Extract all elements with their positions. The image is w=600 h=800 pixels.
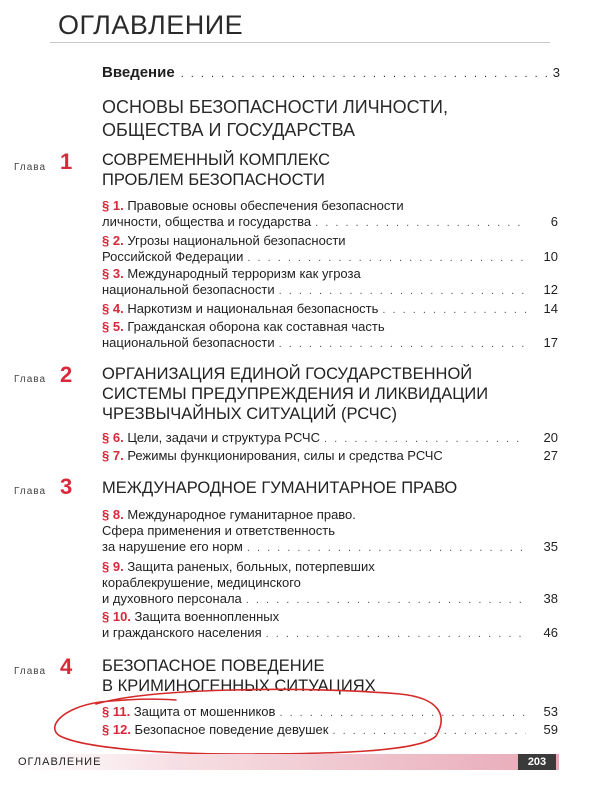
page-number: 10 <box>543 249 558 264</box>
section-number: § 1. <box>102 198 124 213</box>
section-title-line: Международное гуманитарное право. <box>127 507 356 522</box>
chapter-title-line: ОРГАНИЗАЦИЯ ЕДИНОЙ ГОСУДАРСТВЕННОЙ <box>102 365 473 383</box>
chapter-title-line: МЕЖДУНАРОДНОЕ ГУМАНИТАРНОЕ ПРАВО <box>102 479 458 497</box>
chapter-label: Глава <box>14 666 47 677</box>
chapter-title-line: ЧРЕЗВЫЧАЙНЫХ СИТУАЦИЙ (РСЧС) <box>102 405 398 423</box>
section-title-line: и духовного персонала <box>102 591 242 606</box>
page-number: 35 <box>543 539 558 554</box>
chapter-number: 1 <box>60 149 73 174</box>
page-number: 17 <box>543 335 558 350</box>
page-number: 3 <box>552 65 560 80</box>
section-number: § 8. <box>102 507 124 522</box>
chapter-title-line: СОВРЕМЕННЫЙ КОМПЛЕКС <box>102 151 331 169</box>
footer-section-label: ОГЛАВЛЕНИЕ <box>18 756 102 768</box>
section-title-line: Угрозы национальной безопасности <box>127 233 346 248</box>
section-title-line: национальной безопасности <box>102 282 275 297</box>
chapter-title-line: БЕЗОПАСНОЕ ПОВЕДЕНИЕ <box>102 657 325 675</box>
chapter-number: 3 <box>60 474 73 499</box>
page-number: 6 <box>550 214 558 229</box>
part-title-line: ОСНОВЫ БЕЗОПАСНОСТИ ЛИЧНОСТИ, <box>102 97 448 117</box>
section-title-line: Международный терроризм как угроза <box>127 266 361 281</box>
section-number: § 3. <box>102 266 124 281</box>
section-number: § 7. <box>102 448 124 463</box>
section-title-line: Защита от мошенников <box>133 704 276 719</box>
page-number: 20 <box>543 430 558 445</box>
page-number: 12 <box>543 282 558 297</box>
page-number: 53 <box>543 704 558 719</box>
section-title-line: Сфера применения и ответственность <box>102 523 335 538</box>
section-number: § 5. <box>102 319 124 334</box>
page-number: 27 <box>543 448 558 463</box>
chapter-title-line: ПРОБЛЕМ БЕЗОПАСНОСТИ <box>102 171 325 189</box>
entry-label: Введение <box>102 64 175 81</box>
section-title-line: кораблекрушение, медицинского <box>102 575 301 590</box>
chapter-label: Глава <box>14 486 47 497</box>
section-number: § 11. <box>102 704 131 719</box>
page-number: 38 <box>543 591 558 606</box>
section-title-line: Защита раненых, больных, потерпевших <box>127 559 375 574</box>
chapter-title-line: СИСТЕМЫ ПРЕДУПРЕЖДЕНИЯ И ЛИКВИДАЦИИ <box>102 385 489 403</box>
section-title-line: Правовые основы обеспечения безопасности <box>127 198 404 213</box>
section-title-line: Российской Федерации <box>102 249 244 264</box>
chapter-number: 2 <box>60 362 73 387</box>
chapter-label: Глава <box>14 162 47 173</box>
chapter-label: Глава <box>14 374 47 385</box>
section-number: § 4. <box>102 301 124 316</box>
section-number: § 2. <box>102 233 124 248</box>
section-title-line: и гражданского населения <box>102 625 262 640</box>
footer-page-number: 203 <box>518 754 556 770</box>
part-title-line: ОБЩЕСТВА И ГОСУДАРСТВА <box>102 120 356 140</box>
chapter-title-line: В КРИМИНОГЕННЫХ СИТУАЦИЯХ <box>102 677 376 695</box>
section-number: § 9. <box>102 559 124 574</box>
page-number: 14 <box>543 301 558 316</box>
section-number: § 6. <box>102 430 124 445</box>
section-title-line: Гражданская оборона как составная часть <box>127 319 385 334</box>
section-title-line: личности, общества и государства <box>102 214 312 229</box>
page-number: 46 <box>543 625 558 640</box>
section-number: § 10. <box>102 609 131 624</box>
section-title-line: Защита военнопленных <box>134 609 280 624</box>
section-title-line: Режимы функционирования, силы и средства РСЧС <box>127 448 443 463</box>
section-title-line: Безопасное поведение девушек <box>134 722 329 737</box>
section-title-line: Цели, задачи и структура РСЧС <box>127 430 320 445</box>
section-title-line: за нарушение его норм <box>102 539 243 554</box>
section-number: § 12. <box>102 722 131 737</box>
section-title-line: Наркотизм и национальная безопасность <box>127 301 379 316</box>
section-title-line: национальной безопасности <box>102 335 275 350</box>
chapter-number: 4 <box>60 654 73 679</box>
page-number: 59 <box>543 722 558 737</box>
page-title: ОГЛАВЛЕНИЕ <box>58 10 244 40</box>
